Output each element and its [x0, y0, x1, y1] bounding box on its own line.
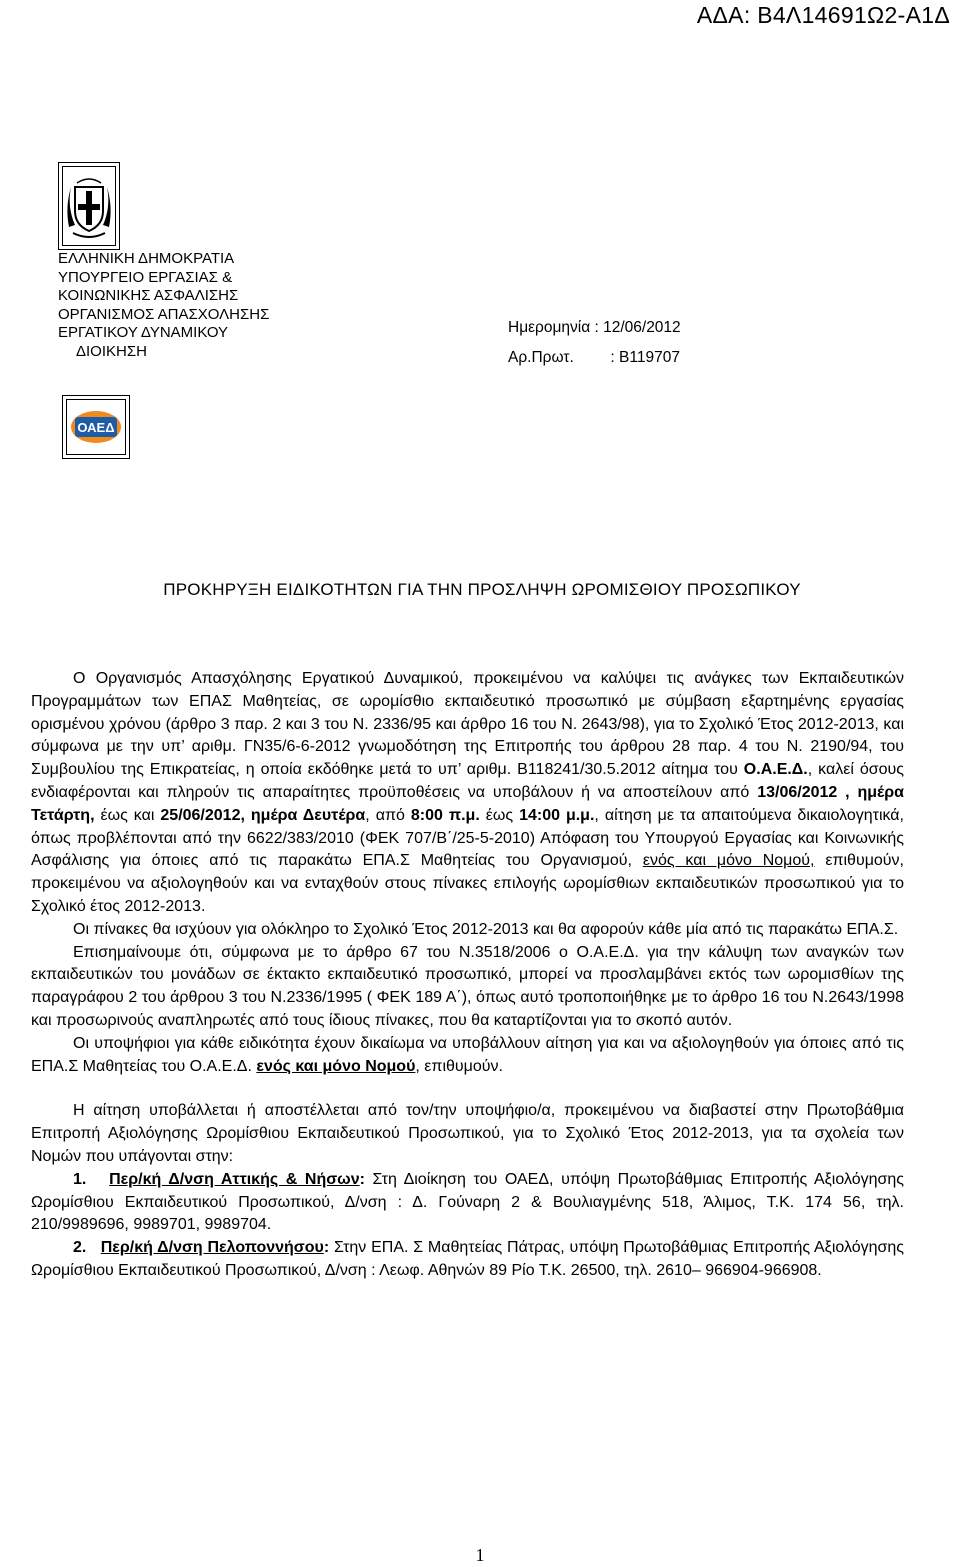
oaed-logo: [62, 395, 130, 459]
protocol-value: : Β119707: [610, 349, 680, 366]
org-line: ΕΛΛΗΝΙΚΗ ΔΗΜΟΚΡΑΤΙΑ: [58, 250, 235, 267]
ada-stamp: ΑΔΑ: Β4Λ14691Ω2-Α1Δ: [696, 2, 950, 28]
document-title: ΠΡΟΚΗΡΥΞΗ ΕΙΔΙΚΟΤΗΤΩΝ ΓΙΑ ΤΗΝ ΠΡΟΣΛΗΨΗ ΩΡΟΜΙΣΘΙΟΥ ΠΡΟΣΩΠΙΚΟΥ: [163, 580, 801, 599]
org-line: ΟΡΓΑΝΙΣΜΟΣ ΑΠΑΣΧΟΛΗΣΗΣ: [58, 305, 270, 323]
list-item: 2. Περ/κή Δ/νση Πελοποννήσου: Στην ΕΠΑ. Σ Μαθητείας Πάτρας, υπόψη Πρωτοβάθμιας Επιτροπής Αξιολόγησης Ωρομίσθιου Εκπαιδευτικού Προσωπικού, Δ/νση : Λεωφ. Αθηνών 89 Ρίο Τ.Κ. 26500, τηλ. 2610– 966904-966908.: [31, 1239, 905, 1279]
list-item: 1. Περ/κή Δ/νση Αττικής & Νήσων: Στη Διοίκηση του ΟΑΕΔ, υπόψη Πρωτοβάθμιας Επιτροπής Αξιολόγησης Ωρομίσθιου Εκπαιδευτικού Προσωπικού, Δ/νση : Δ. Γούναρη 2 & Βουλιαγμένης 518, Άλιμος, Τ.Κ. 174 56, τηλ. 210/9989696, 9989701, 9989704.: [31, 1170, 904, 1234]
protocol-line: [508, 343, 681, 373]
paragraph: Οι πίνακες θα ισχύουν για ολόκληρο το Σχολικό Έτος 2012-2013 και θα αφορούν κάθε μία από τις παρακάτω ΕΠΑ.Σ.: [73, 920, 899, 938]
organization-header: [58, 250, 269, 361]
oaed-logo-text: ΟΑΕΔ: [77, 420, 115, 435]
protocol-label: Αρ.Πρωτ.: [508, 349, 574, 366]
document-meta: [508, 313, 681, 373]
org-line: ΚΟΙΝΩΝΙΚΗΣ ΑΣΦΑΛΙΣΗΣ: [58, 287, 239, 304]
date-label: Ημερομηνία : 12/06/2012: [508, 319, 681, 336]
paragraph: Ο Οργανισμός Απασχόλησης Εργατικού Δυναμικού, προκειμένου να καλύψει τις ανάγκες των Εκπαιδευτικών Προγραμμάτων των ΕΠΑΣ Μαθητείας, σε ωρομίσθιο εκπαιδευτικό προσωπικό με σύμβαση εξαρτημένης εργασίας ορισμένου χρόνου (άρθρο 3 παρ. 2 και 3 του Ν. 2336/95 και άρθρο 16 του Ν. 2643/98), για το Σχολικό Έτος 2012-2013, και σύμφωνα με την υπ’ αριθμ. ΓΝ35/6-6-2012 γνωμοδότηση της Επιτροπής του άρθρου 28 παρ. 4 του Ν. 2190/94, του Συμβουλίου της Επικρατείας, η οποία εκδόθηκε μετά το υπ’ αριθμ. Β118241/30.5.2012 αίτημα του Ο.Α.Ε.Δ., καλεί όσους ενδιαφέρονται και πληρούν τις απαραίτητες προϋποθέσεις να υποβάλουν ή να αποστείλουν από 13/06/2012 , ημέρα Τετάρτη, έως και 25/06/2012, ημέρα Δευτέρα, από 8:00 π.μ. έως 14:00 μ.μ., αίτηση με τα απαιτούμενα δικαιολογητικά, όπως προβλέπονται από την 6622/383/2010 (ΦΕΚ 707/Β΄/25-5-2010) Απόφαση του Υπουργού Εργασίας και Κοινωνικής Ασφάλισης για όποιες από τις παρακάτω ΕΠΑ.Σ Μαθητείας του Οργανισμού, ενός και μόνο Νομού, επιθυμούν, προκειμένου να αξιολογηθούν και να ενταχθούν στους πίνακες επιλογής ωρομίσθιων εκπαιδευτικών προσωπικού για το Σχολικό έτος 2012-2013.: [31, 670, 905, 915]
paragraph: Η αίτηση υποβάλλεται ή αποστέλλεται από τον/την υποψήφιο/α, προκειμένου να διαβαστεί στην Πρωτοβάθμια Επιτροπή Αξιολόγησης Ωρομίσθιου Εκπαιδευτικού Προσωπικού, για το Σχολικό Έτος 2012-2013, για τα σχολεία των Νομών που υπάγονται στην:: [31, 1102, 904, 1165]
org-line: ΥΠΟΥΡΓΕΙΟ ΕΡΓΑΣΙΑΣ &: [58, 268, 233, 286]
org-line: ΕΡΓΑΤΙΚΟΥ ΔΥΝΑΜΙΚΟΥ: [58, 324, 229, 341]
org-line: ΔΙΟΙΚΗΣΗ: [76, 342, 147, 360]
page-number: 1: [475, 1545, 485, 1565]
paragraph: Επισημαίνουμε ότι, σύμφωνα με το άρθρο 67 του Ν.3518/2006 ο Ο.Α.Ε.Δ. για την κάλυψη των αναγκών των εκπαιδευτικών του μονάδων σε έκτακτο εκπαιδευτικό προσωπικό, μπορεί να προσλαμβάνει εκτός των ωρομισθίων της παραγράφου 2 του άρθρου 3 του Ν.2336/1995 ( ΦΕΚ 189 Α΄), όπως αυτό τροποποιήθηκε με το άρθρο 16 του Ν.2643/1998 και προσωρινούς αναπληρωτές από τους ίδιους πίνακες, που θα καταρτίζονται για το σκοπό αυτόν.: [31, 943, 904, 1029]
document-body: [31, 668, 904, 1283]
paragraph: Οι υποψήφιοι για κάθε ειδικότητα έχουν δικαίωμα να υποβάλλουν αίτηση για και να αξιολογηθούν για όποιες από τις ΕΠΑ.Σ Μαθητείας του Ο.Α.Ε.Δ. ενός και μόνο Νομού, επιθυμούν.: [31, 1034, 904, 1075]
greek-emblem-icon: [58, 162, 120, 250]
